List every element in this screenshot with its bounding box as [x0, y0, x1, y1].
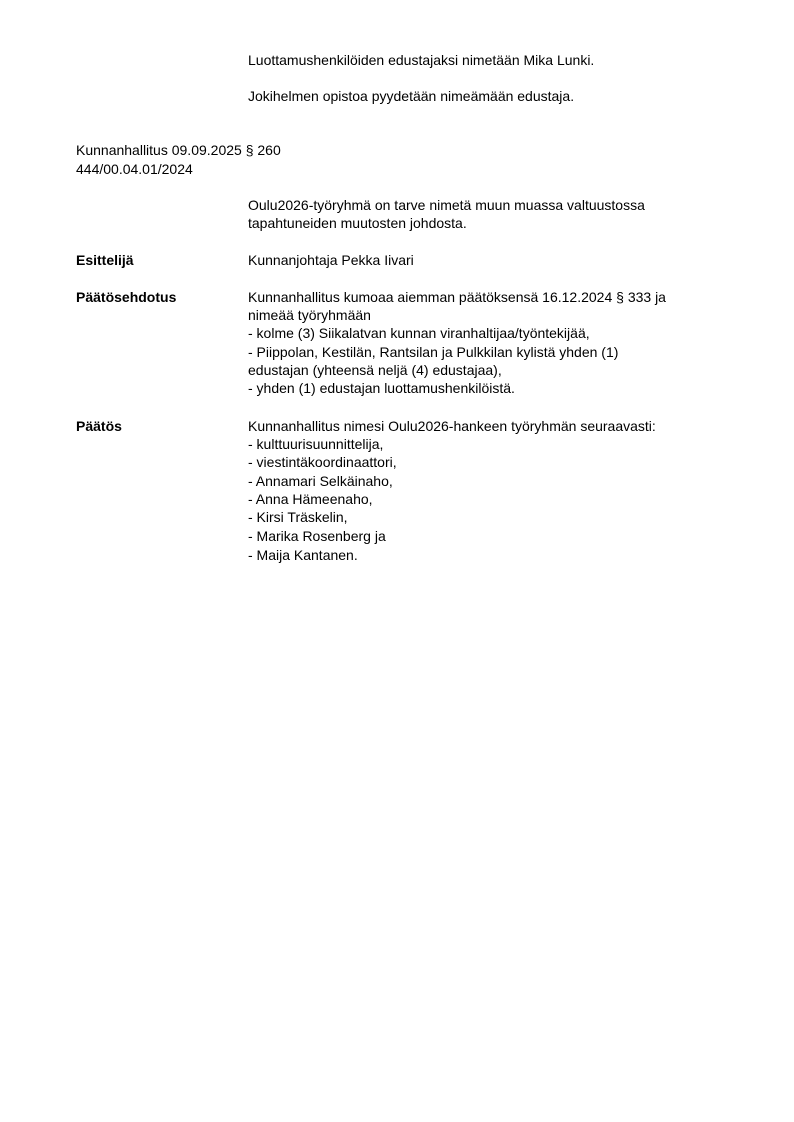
decision-line: - Kirsi Träskelin,: [248, 509, 348, 525]
decision-line: - Anna Hämeenaho,: [248, 491, 373, 507]
background-line: tapahtuneiden muutosten johdosta.: [248, 215, 467, 231]
decision-line: - viestintäkoordinaattori,: [248, 454, 397, 470]
presenter-value: Kunnanjohtaja Pekka Iivari: [248, 252, 414, 268]
proposal-line: - kolme (3) Siikalatvan kunnan viranhaltijaa/työntekijää,: [248, 325, 590, 341]
proposal-line: Kunnanhallitus kumoaa aiemman päätöksensä 16.12.2024 § 333 ja: [248, 289, 666, 305]
decision-line: - Maija Kantanen.: [248, 547, 358, 563]
intro-line-2: Jokihelmen opistoa pyydetään nimeämään edustaja.: [248, 88, 575, 104]
proposal-line: nimeää työryhmään: [248, 307, 371, 323]
proposal-line: edustajan (yhteensä neljä (4) edustajaa),: [248, 362, 502, 378]
record-number: 444/00.04.01/2024: [76, 161, 193, 177]
proposal-label: Päätösehdotus: [76, 289, 177, 305]
decision-line: - Marika Rosenberg ja: [248, 528, 386, 544]
proposal-line: - yhden (1) edustajan luottamushenkilöistä.: [248, 380, 515, 396]
proposal-line: - Piippolan, Kestilän, Rantsilan ja Pulkkilan kylistä yhden (1): [248, 344, 619, 360]
background-line: Oulu2026-työryhmä on tarve nimetä muun muassa valtuustossa: [248, 197, 645, 213]
decision-line: Kunnanhallitus nimesi Oulu2026-hankeen työryhmän seuraavasti:: [248, 418, 656, 434]
meeting-header: Kunnanhallitus 09.09.2025 § 260: [76, 142, 281, 158]
presenter-label: Esittelijä: [76, 252, 134, 268]
decision-line: - Annamari Selkäinaho,: [248, 473, 393, 489]
intro-line-1: Luottamushenkilöiden edustajaksi nimetään Mika Lunki.: [248, 52, 595, 68]
decision-label: Päätös: [76, 418, 122, 434]
decision-line: - kulttuurisuunnittelija,: [248, 436, 384, 452]
